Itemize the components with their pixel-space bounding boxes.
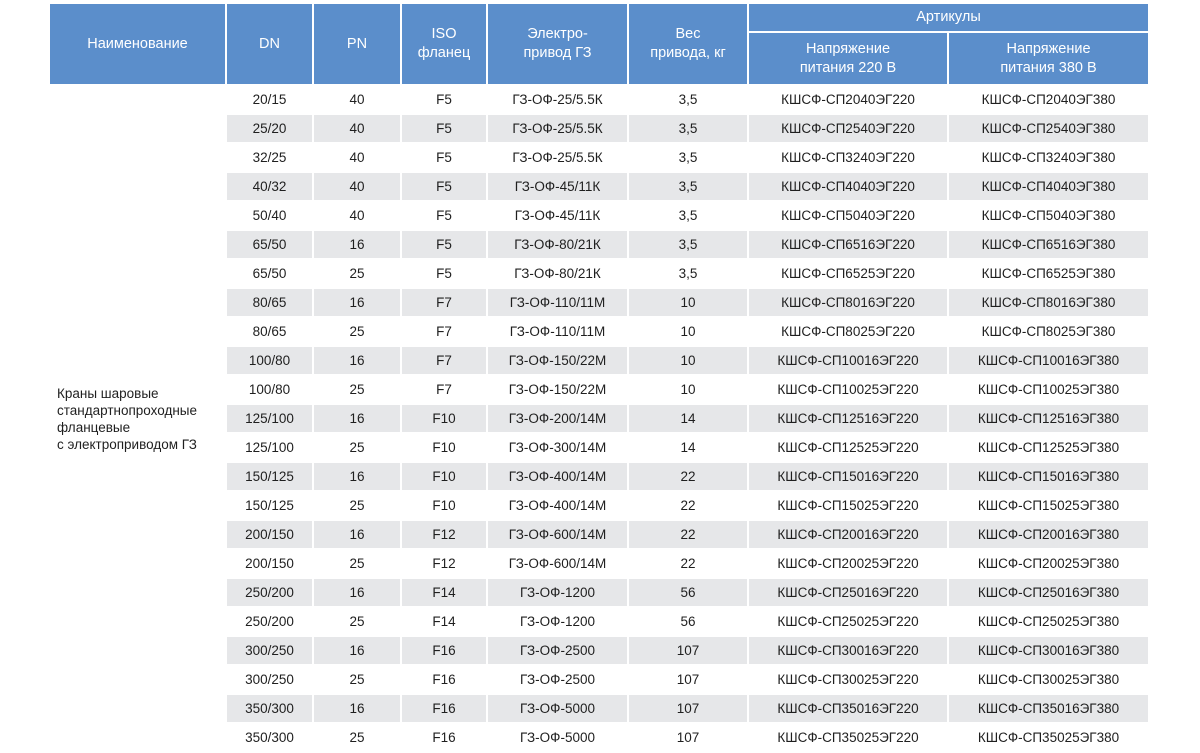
cell-drive-weight: 10 [629, 289, 749, 318]
cell-electric-drive: ГЗ-ОФ-400/14М [488, 463, 629, 492]
cell-drive-weight: 22 [629, 550, 749, 579]
cell-article-220: КШСФ-СП25025ЭГ220 [749, 608, 949, 637]
cell-article-220: КШСФ-СП10016ЭГ220 [749, 347, 949, 376]
cell-article-380: КШСФ-СП6525ЭГ380 [949, 260, 1148, 289]
cell-article-380: КШСФ-СП3240ЭГ380 [949, 144, 1148, 173]
header-voltage-220: Напряжение питания 220 В [749, 33, 949, 86]
cell-dn: 300/250 [227, 666, 314, 695]
cell-article-220: КШСФ-СП15025ЭГ220 [749, 492, 949, 521]
cell-article-220: КШСФ-СП10025ЭГ220 [749, 376, 949, 405]
cell-dn: 65/50 [227, 260, 314, 289]
cell-article-380: КШСФ-СП2540ЭГ380 [949, 115, 1148, 144]
cell-dn: 80/65 [227, 289, 314, 318]
header-voltage-380: Напряжение питания 380 В [949, 33, 1148, 86]
cell-article-220: КШСФ-СП4040ЭГ220 [749, 173, 949, 202]
cell-article-220: КШСФ-СП3240ЭГ220 [749, 144, 949, 173]
cell-electric-drive: ГЗ-ОФ-150/22М [488, 347, 629, 376]
cell-article-380: КШСФ-СП5040ЭГ380 [949, 202, 1148, 231]
cell-article-380: КШСФ-СП30016ЭГ380 [949, 637, 1148, 666]
cell-electric-drive: ГЗ-ОФ-200/14М [488, 405, 629, 434]
cell-article-380: КШСФ-СП35025ЭГ380 [949, 724, 1148, 753]
cell-electric-drive: ГЗ-ОФ-400/14М [488, 492, 629, 521]
cell-drive-weight: 3,5 [629, 115, 749, 144]
product-name-cell [50, 86, 227, 753]
header-pn: PN [314, 4, 402, 86]
cell-dn: 250/200 [227, 608, 314, 637]
cell-article-220: КШСФ-СП20016ЭГ220 [749, 521, 949, 550]
cell-dn: 20/15 [227, 86, 314, 115]
cell-dn: 50/40 [227, 202, 314, 231]
cell-iso-flange: F5 [402, 115, 488, 144]
cell-iso-flange: F5 [402, 202, 488, 231]
cell-article-380: КШСФ-СП10016ЭГ380 [949, 347, 1148, 376]
cell-drive-weight: 3,5 [629, 202, 749, 231]
cell-drive-weight: 3,5 [629, 144, 749, 173]
cell-iso-flange: F5 [402, 86, 488, 115]
cell-article-380: КШСФ-СП15025ЭГ380 [949, 492, 1148, 521]
cell-article-220: КШСФ-СП30025ЭГ220 [749, 666, 949, 695]
cell-iso-flange: F14 [402, 579, 488, 608]
product-name-line: стандартнопроходные [57, 402, 198, 418]
cell-iso-flange: F7 [402, 376, 488, 405]
cell-iso-flange: F16 [402, 724, 488, 753]
cell-iso-flange: F10 [402, 434, 488, 463]
cell-electric-drive: ГЗ-ОФ-25/5.5К [488, 115, 629, 144]
header-drive-weight: Вес привода, кг [629, 4, 749, 86]
cell-electric-drive: ГЗ-ОФ-300/14М [488, 434, 629, 463]
cell-pn: 25 [314, 608, 402, 637]
cell-pn: 25 [314, 434, 402, 463]
cell-drive-weight: 22 [629, 492, 749, 521]
header-iso-flange: ISO фланец [402, 4, 488, 86]
cell-dn: 150/125 [227, 463, 314, 492]
cell-drive-weight: 3,5 [629, 260, 749, 289]
cell-pn: 40 [314, 173, 402, 202]
cell-dn: 350/300 [227, 724, 314, 753]
cell-article-380: КШСФ-СП25016ЭГ380 [949, 579, 1148, 608]
cell-electric-drive: ГЗ-ОФ-80/21К [488, 231, 629, 260]
cell-iso-flange: F5 [402, 173, 488, 202]
cell-article-220: КШСФ-СП35025ЭГ220 [749, 724, 949, 753]
cell-drive-weight: 56 [629, 608, 749, 637]
cell-drive-weight: 14 [629, 434, 749, 463]
cell-pn: 40 [314, 86, 402, 115]
cell-article-380: КШСФ-СП2040ЭГ380 [949, 86, 1148, 115]
cell-drive-weight: 10 [629, 318, 749, 347]
cell-electric-drive: ГЗ-ОФ-1200 [488, 579, 629, 608]
cell-article-380: КШСФ-СП4040ЭГ380 [949, 173, 1148, 202]
table-row [50, 86, 1148, 115]
cell-drive-weight: 3,5 [629, 231, 749, 260]
cell-article-380: КШСФ-СП35016ЭГ380 [949, 695, 1148, 724]
cell-pn: 25 [314, 492, 402, 521]
cell-article-220: КШСФ-СП20025ЭГ220 [749, 550, 949, 579]
cell-pn: 40 [314, 144, 402, 173]
cell-article-220: КШСФ-СП12525ЭГ220 [749, 434, 949, 463]
cell-drive-weight: 22 [629, 463, 749, 492]
cell-electric-drive: ГЗ-ОФ-80/21К [488, 260, 629, 289]
cell-pn: 16 [314, 579, 402, 608]
cell-electric-drive: ГЗ-ОФ-1200 [488, 608, 629, 637]
cell-dn: 300/250 [227, 637, 314, 666]
cell-iso-flange: F10 [402, 463, 488, 492]
cell-article-220: КШСФ-СП25016ЭГ220 [749, 579, 949, 608]
cell-article-380: КШСФ-СП6516ЭГ380 [949, 231, 1148, 260]
cell-article-220: КШСФ-СП35016ЭГ220 [749, 695, 949, 724]
cell-dn: 250/200 [227, 579, 314, 608]
cell-article-380: КШСФ-СП25025ЭГ380 [949, 608, 1148, 637]
table-body [50, 86, 1148, 753]
cell-electric-drive: ГЗ-ОФ-45/11К [488, 173, 629, 202]
cell-article-380: КШСФ-СП30025ЭГ380 [949, 666, 1148, 695]
cell-drive-weight: 10 [629, 347, 749, 376]
spec-table [50, 4, 1148, 753]
cell-pn: 16 [314, 347, 402, 376]
cell-article-380: КШСФ-СП15016ЭГ380 [949, 463, 1148, 492]
cell-article-380: КШСФ-СП20016ЭГ380 [949, 521, 1148, 550]
cell-iso-flange: F16 [402, 637, 488, 666]
header-articles: Артикулы [749, 4, 1148, 33]
cell-dn: 25/20 [227, 115, 314, 144]
cell-article-220: КШСФ-СП6516ЭГ220 [749, 231, 949, 260]
header-name: Наименование [50, 4, 227, 86]
cell-drive-weight: 107 [629, 724, 749, 753]
cell-electric-drive: ГЗ-ОФ-45/11К [488, 202, 629, 231]
cell-electric-drive: ГЗ-ОФ-110/11М [488, 318, 629, 347]
cell-pn: 16 [314, 289, 402, 318]
cell-drive-weight: 14 [629, 405, 749, 434]
cell-electric-drive: ГЗ-ОФ-2500 [488, 666, 629, 695]
cell-drive-weight: 107 [629, 695, 749, 724]
cell-dn: 100/80 [227, 376, 314, 405]
cell-pn: 25 [314, 550, 402, 579]
cell-pn: 16 [314, 695, 402, 724]
cell-electric-drive: ГЗ-ОФ-150/22М [488, 376, 629, 405]
cell-pn: 40 [314, 115, 402, 144]
cell-article-220: КШСФ-СП2040ЭГ220 [749, 86, 949, 115]
cell-pn: 25 [314, 318, 402, 347]
cell-electric-drive: ГЗ-ОФ-600/14М [488, 521, 629, 550]
cell-electric-drive: ГЗ-ОФ-2500 [488, 637, 629, 666]
cell-drive-weight: 22 [629, 521, 749, 550]
cell-pn: 16 [314, 637, 402, 666]
cell-article-380: КШСФ-СП8016ЭГ380 [949, 289, 1148, 318]
cell-iso-flange: F5 [402, 260, 488, 289]
cell-pn: 16 [314, 231, 402, 260]
cell-iso-flange: F12 [402, 550, 488, 579]
cell-drive-weight: 107 [629, 637, 749, 666]
cell-drive-weight: 3,5 [629, 173, 749, 202]
cell-article-220: КШСФ-СП15016ЭГ220 [749, 463, 949, 492]
cell-iso-flange: F10 [402, 405, 488, 434]
cell-dn: 32/25 [227, 144, 314, 173]
cell-article-380: КШСФ-СП8025ЭГ380 [949, 318, 1148, 347]
cell-iso-flange: F7 [402, 347, 488, 376]
cell-article-220: КШСФ-СП8016ЭГ220 [749, 289, 949, 318]
cell-pn: 25 [314, 666, 402, 695]
header-electric-drive: Электро- привод ГЗ [488, 4, 629, 86]
cell-dn: 80/65 [227, 318, 314, 347]
cell-iso-flange: F5 [402, 231, 488, 260]
header-dn: DN [227, 4, 314, 86]
cell-article-220: КШСФ-СП5040ЭГ220 [749, 202, 949, 231]
cell-pn: 25 [314, 376, 402, 405]
cell-electric-drive: ГЗ-ОФ-600/14М [488, 550, 629, 579]
cell-drive-weight: 3,5 [629, 86, 749, 115]
cell-article-220: КШСФ-СП8025ЭГ220 [749, 318, 949, 347]
product-name-line: фланцевые [57, 419, 131, 435]
cell-dn: 350/300 [227, 695, 314, 724]
cell-dn: 200/150 [227, 550, 314, 579]
cell-article-220: КШСФ-СП30016ЭГ220 [749, 637, 949, 666]
cell-pn: 16 [314, 521, 402, 550]
cell-dn: 200/150 [227, 521, 314, 550]
cell-electric-drive: ГЗ-ОФ-25/5.5К [488, 86, 629, 115]
cell-electric-drive: ГЗ-ОФ-110/11М [488, 289, 629, 318]
cell-iso-flange: F12 [402, 521, 488, 550]
cell-article-380: КШСФ-СП12516ЭГ380 [949, 405, 1148, 434]
cell-article-380: КШСФ-СП10025ЭГ380 [949, 376, 1148, 405]
cell-drive-weight: 107 [629, 666, 749, 695]
cell-article-380: КШСФ-СП12525ЭГ380 [949, 434, 1148, 463]
cell-dn: 125/100 [227, 405, 314, 434]
cell-pn: 16 [314, 463, 402, 492]
cell-dn: 150/125 [227, 492, 314, 521]
product-name-line: с электроприводом ГЗ [57, 436, 197, 452]
cell-pn: 40 [314, 202, 402, 231]
cell-pn: 25 [314, 260, 402, 289]
cell-electric-drive: ГЗ-ОФ-5000 [488, 695, 629, 724]
cell-iso-flange: F7 [402, 289, 488, 318]
cell-dn: 40/32 [227, 173, 314, 202]
cell-article-220: КШСФ-СП2540ЭГ220 [749, 115, 949, 144]
cell-iso-flange: F16 [402, 666, 488, 695]
product-name-line: Краны шаровые [57, 385, 159, 401]
cell-iso-flange: F16 [402, 695, 488, 724]
cell-article-220: КШСФ-СП12516ЭГ220 [749, 405, 949, 434]
cell-dn: 100/80 [227, 347, 314, 376]
cell-drive-weight: 10 [629, 376, 749, 405]
cell-iso-flange: F5 [402, 144, 488, 173]
cell-article-380: КШСФ-СП20025ЭГ380 [949, 550, 1148, 579]
cell-pn: 16 [314, 405, 402, 434]
cell-iso-flange: F7 [402, 318, 488, 347]
cell-electric-drive: ГЗ-ОФ-25/5.5К [488, 144, 629, 173]
cell-drive-weight: 56 [629, 579, 749, 608]
cell-iso-flange: F10 [402, 492, 488, 521]
table-header [50, 4, 1148, 86]
cell-dn: 125/100 [227, 434, 314, 463]
cell-electric-drive: ГЗ-ОФ-5000 [488, 724, 629, 753]
cell-iso-flange: F14 [402, 608, 488, 637]
cell-pn: 25 [314, 724, 402, 753]
cell-dn: 65/50 [227, 231, 314, 260]
cell-article-220: КШСФ-СП6525ЭГ220 [749, 260, 949, 289]
